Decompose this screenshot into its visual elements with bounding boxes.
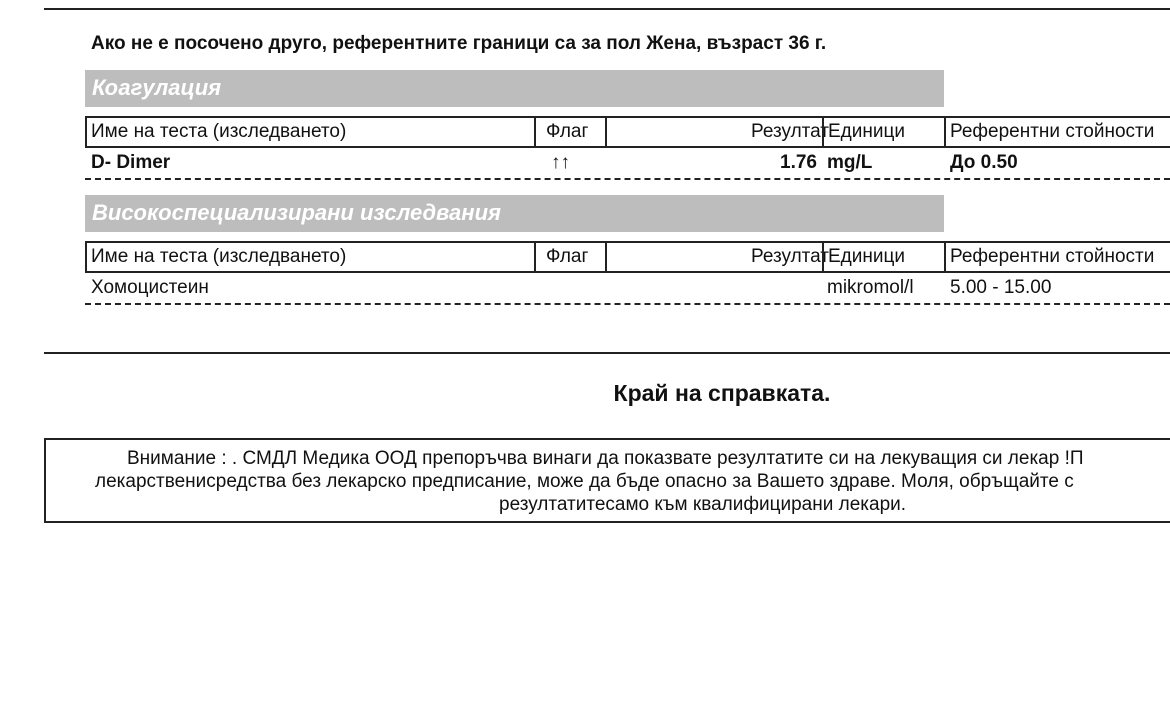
table-row [85, 148, 1170, 180]
header-flag: Флаг [546, 246, 589, 267]
top-rule [44, 8, 1170, 10]
column-divider [944, 243, 946, 271]
reference-note: Ако не е посочено друго, референтните граници са за пол Жена, възраст 36 г. [91, 33, 827, 54]
row-divider [85, 303, 1170, 305]
table-header [85, 241, 1170, 273]
table-header [85, 116, 1170, 148]
section-header-specialized [85, 195, 944, 232]
header-name: Име на теста (изследването) [91, 121, 347, 142]
column-divider [822, 243, 824, 271]
test-reference: До 0.50 [950, 152, 1018, 173]
header-result: Резултат [751, 121, 829, 142]
header-reference: Референтни стойности [950, 121, 1155, 142]
header-reference: Референтни стойности [950, 246, 1155, 267]
header-result: Резултат [751, 246, 829, 267]
column-divider [944, 118, 946, 146]
warning-line: резултатитесамо към квалифицирани лекари. [499, 494, 907, 515]
header-units: Единици [828, 246, 905, 267]
test-units: mg/L [827, 152, 873, 173]
section-title: Коагулация [92, 75, 222, 100]
column-divider [605, 118, 607, 146]
table-row [85, 273, 1170, 305]
test-units: mikromol/l [827, 277, 914, 298]
header-flag: Флаг [546, 121, 589, 142]
section-title: Високоспециализирани изследвания [92, 200, 501, 225]
column-divider [605, 243, 607, 271]
test-name: D- Dimer [91, 152, 171, 173]
row-divider [85, 178, 1170, 180]
warning-line: Внимание : . СМДЛ Медика ООД препоръчва винаги да показвате резултатите си на лекуващия си лекар !П [127, 448, 1084, 469]
end-of-report: Край на справката. [613, 380, 831, 406]
header-units: Единици [828, 121, 905, 142]
column-divider [534, 118, 536, 146]
test-reference: 5.00 - 15.00 [950, 277, 1052, 298]
test-name: Хомоцистеин [91, 277, 209, 298]
test-result: 1.76 [780, 152, 817, 173]
flag-arrows: ↑↑ [551, 152, 570, 173]
bottom-rule [44, 352, 1170, 354]
header-name: Име на теста (изследването) [91, 246, 347, 267]
column-divider [822, 118, 824, 146]
column-divider [534, 243, 536, 271]
warning-line: лекарственисредства без лекарско предписание, може да бъде опасно за Вашето здраве. Моля, обръщайте с [95, 471, 1074, 492]
warning-box [44, 438, 1170, 523]
section-header-coagulation [85, 70, 944, 107]
